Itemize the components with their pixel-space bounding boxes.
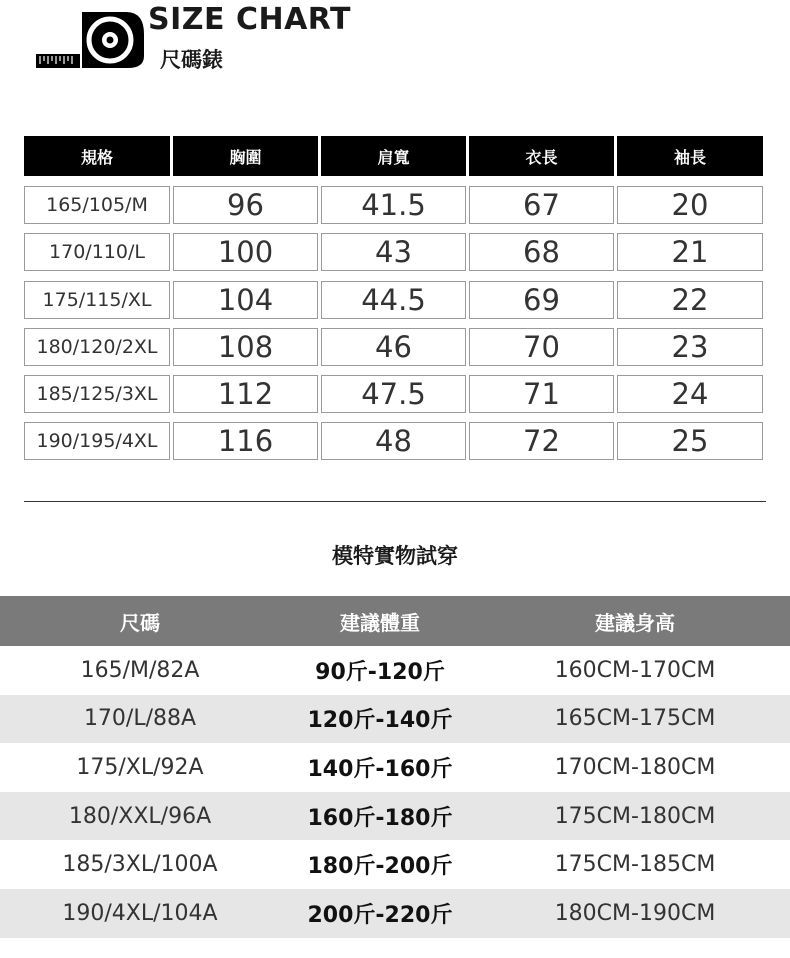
fit-weight-cell: 180斤-200斤 [307, 854, 453, 880]
fit-table-header [0, 596, 790, 646]
fit-height-cell: 175CM-180CM [554, 803, 716, 829]
sleeve-cell: 25 [617, 422, 763, 460]
fit-size-cell: 190/4XL/104A [62, 900, 218, 926]
table-row [0, 792, 790, 841]
fit-weight-cell: 140斤-160斤 [307, 756, 453, 782]
measuring-tape-icon [34, 10, 146, 72]
size-header-shoulder: 肩寬 [321, 136, 466, 176]
shoulder-cell: 44.5 [321, 281, 466, 319]
size-header-spec: 規格 [24, 136, 170, 176]
length-cell: 69 [469, 281, 614, 319]
table-row [0, 695, 790, 744]
fit-height-cell: 175CM-185CM [554, 852, 716, 878]
fit-weight-cell: 200斤-220斤 [307, 902, 453, 928]
page-header [0, 0, 790, 90]
sleeve-cell: 23 [617, 328, 763, 366]
length-cell: 68 [469, 233, 614, 271]
page-subtitle: 尺碼錶 [160, 48, 223, 72]
fit-header-height: 建議身高 [595, 610, 675, 635]
shoulder-cell: 43 [321, 233, 466, 271]
size-table-header [24, 136, 766, 176]
table-row [0, 646, 790, 695]
size-spec-cell: 170/110/L [24, 233, 170, 271]
size-spec-cell: 190/195/4XL [24, 422, 170, 460]
fit-header-weight: 建議體重 [340, 610, 420, 635]
chest-cell: 116 [173, 422, 318, 460]
sleeve-cell: 21 [617, 233, 763, 271]
size-spec-cell: 185/125/3XL [24, 375, 170, 413]
fit-size-cell: 170/L/88A [83, 706, 197, 732]
table-row [24, 422, 766, 460]
size-spec-cell: 175/115/XL [24, 281, 170, 319]
chest-cell: 104 [173, 281, 318, 319]
size-spec-cell: 180/120/2XL [24, 328, 170, 366]
length-cell: 67 [469, 186, 614, 224]
table-row [24, 186, 766, 224]
size-header-chest: 胸圍 [173, 136, 318, 176]
shoulder-cell: 41.5 [321, 186, 466, 224]
page-title: SIZE CHART [148, 2, 352, 37]
shoulder-cell: 48 [321, 422, 466, 460]
size-header-sleeve: 袖長 [617, 136, 763, 176]
sleeve-cell: 20 [617, 186, 763, 224]
fit-weight-cell: 160斤-180斤 [307, 805, 453, 831]
sleeve-cell: 24 [617, 375, 763, 413]
shoulder-cell: 46 [321, 328, 466, 366]
fit-weight-cell: 120斤-140斤 [307, 708, 453, 734]
length-cell: 72 [469, 422, 614, 460]
section-title: 模特實物試穿 [332, 544, 458, 568]
fit-weight-cell: 90斤-120斤 [315, 659, 445, 685]
sleeve-cell: 22 [617, 281, 763, 319]
table-row [24, 233, 766, 271]
section-divider [24, 501, 766, 502]
table-row [24, 375, 766, 413]
fit-header-size: 尺碼 [120, 610, 160, 635]
shoulder-cell: 47.5 [321, 375, 466, 413]
size-table [24, 136, 766, 470]
fit-height-cell: 160CM-170CM [554, 657, 716, 683]
size-header-length: 衣長 [469, 136, 614, 176]
size-spec-cell: 165/105/M [24, 186, 170, 224]
chest-cell: 96 [173, 186, 318, 224]
fit-size-cell: 185/3XL/100A [62, 852, 218, 878]
table-row [24, 328, 766, 366]
fit-height-cell: 165CM-175CM [554, 706, 716, 732]
fit-size-cell: 180/XXL/96A [68, 803, 212, 829]
length-cell: 71 [469, 375, 614, 413]
chest-cell: 108 [173, 328, 318, 366]
chest-cell: 100 [173, 233, 318, 271]
fit-height-cell: 180CM-190CM [554, 900, 716, 926]
length-cell: 70 [469, 328, 614, 366]
fit-table [0, 596, 790, 938]
chest-cell: 112 [173, 375, 318, 413]
table-row [0, 743, 790, 792]
fit-size-cell: 165/M/82A [80, 657, 200, 683]
table-row [24, 281, 766, 319]
table-row [0, 889, 790, 938]
fit-height-cell: 170CM-180CM [554, 754, 716, 780]
fit-size-cell: 175/XL/92A [76, 754, 204, 780]
table-row [0, 840, 790, 889]
